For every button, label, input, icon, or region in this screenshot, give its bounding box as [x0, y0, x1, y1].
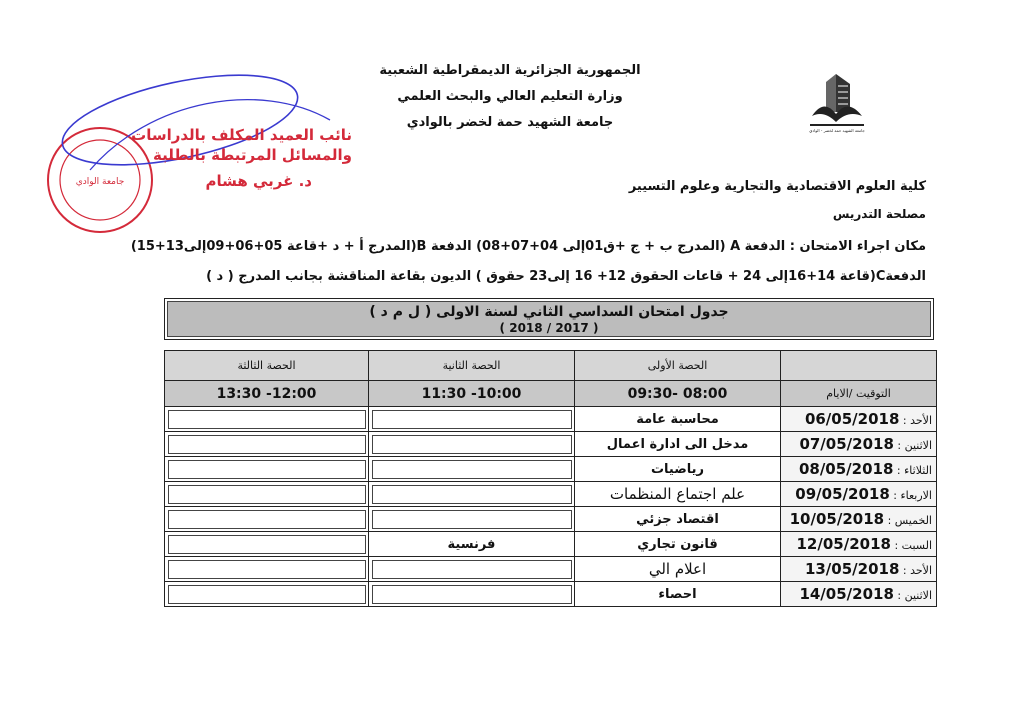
session-3-cell: [165, 457, 369, 482]
university-title: جامعة الشهيد حمة لخضر بالوادي: [406, 115, 614, 130]
svg-text:جامعة الوادي: جامعة الوادي: [75, 177, 125, 187]
table-row: [165, 557, 937, 582]
day-cell: [781, 407, 937, 432]
stamp-line1: نائب العميد المكلف بالدراسات: [131, 126, 352, 144]
exam-location-line2: الدفعةC(قاعة 14+16إلى 24 + قاعات الحقوق 12+ 16 إلى23 حقوق ) الديون بقاعة المناقشة بجانب المدرج ( د ): [206, 269, 926, 284]
day-cell: [781, 532, 937, 557]
session-3-cell: [165, 482, 369, 507]
schedule-title: جدول امتحان السداسي الثاني لسنة الاولى ( ل م د ): [369, 304, 729, 320]
session-1-cell: رياضيات: [575, 457, 781, 482]
time-slot-3: 12:00- 13:30: [165, 381, 369, 407]
day-date: 09/05/2018: [795, 485, 890, 503]
day-cell: [781, 457, 937, 482]
time-header-row: [165, 381, 937, 407]
session-header-2: الحصة الثانية: [369, 351, 575, 381]
session-header-3: الحصة الثالثة: [165, 351, 369, 381]
time-slot-1: 08:00 -09:30: [575, 381, 781, 407]
session-1-cell: محاسبة عامة: [575, 407, 781, 432]
exam-location-line1: مكان اجراء الامتحان : الدفعة A (المدرج ب + ج +ق01إلى 04+07+08) الدفعة B(المدرج أ + د +قاعة 05+06+09إلى13+15): [130, 239, 926, 254]
session-3-cell: [165, 507, 369, 532]
day-name: الخميس :: [887, 514, 932, 527]
session-3-cell: [165, 532, 369, 557]
session-2-cell: [369, 482, 575, 507]
stamp-signer: د. غربي هشام: [205, 172, 312, 190]
session-3-cell: [165, 407, 369, 432]
day-cell: [781, 582, 937, 607]
exam-schedule-table: [164, 350, 937, 607]
day-time-header: التوقيت /الايام: [781, 381, 937, 407]
day-date: 07/05/2018: [799, 435, 894, 453]
session-1-cell: اعلام الي: [575, 557, 781, 582]
schedule-year: ( 2017 / 2018 ): [499, 321, 599, 335]
faculty-name: كلية العلوم الاقتصادية والتجارية وعلوم التسيير: [628, 179, 926, 194]
table-row: [165, 407, 937, 432]
service-name: مصلحة التدريس: [832, 207, 926, 221]
day-date: 13/05/2018: [804, 560, 900, 578]
session-2-cell: [369, 582, 575, 607]
day-date: 06/05/2018: [804, 410, 900, 428]
session-1-cell: اقتصاد جزئي: [575, 507, 781, 532]
table-row: [165, 582, 937, 607]
day-name: السبت :: [894, 539, 932, 552]
session-header-row: [165, 351, 937, 381]
time-slot-2: 10:00- 11:30: [369, 381, 575, 407]
session-3-cell: [165, 432, 369, 457]
day-cell: [781, 507, 937, 532]
session-2-cell: [369, 457, 575, 482]
table-row: [165, 507, 937, 532]
session-1-cell: احصاء: [575, 582, 781, 607]
session-1-cell: مدخل الى ادارة اعمال: [575, 432, 781, 457]
session-2-cell: [369, 507, 575, 532]
day-name: الثلاثاء :: [896, 464, 932, 477]
session-2-cell: [369, 432, 575, 457]
stamp-line2: والمسائل المرتبطة بالطلبة: [153, 146, 352, 164]
table-row: [165, 532, 937, 557]
day-name: الأحد :: [902, 414, 932, 427]
day-date: 10/05/2018: [789, 510, 885, 528]
session-header-1: الحصة الأولى: [575, 351, 781, 381]
svg-text:جامعة الشهيد حمة لخضر - الوادي: جامعة الشهيد حمة لخضر - الوادي: [809, 128, 865, 133]
university-logo: [806, 70, 868, 140]
republic-title: الجمهورية الجزائرية الديمقراطية الشعبية: [379, 63, 641, 78]
day-date: 12/05/2018: [796, 535, 891, 553]
table-row: [165, 457, 937, 482]
university-logo-icon: [806, 70, 868, 140]
ministry-title: وزارة التعليم العالي والبحث العلمي: [397, 89, 623, 104]
day-cell: [781, 432, 937, 457]
session-1-cell: علم اجتماع المنظمات: [575, 482, 781, 507]
session-2-cell: فرنسية: [369, 532, 575, 557]
official-stamp: [30, 60, 360, 250]
session-1-cell: قانون تجاري: [575, 532, 781, 557]
schedule-title-box: [164, 298, 934, 340]
day-date: 08/05/2018: [798, 460, 894, 478]
session-2-cell: [369, 407, 575, 432]
day-name: الاثنين :: [897, 439, 932, 452]
day-cell: [781, 482, 937, 507]
institution-header: [330, 62, 690, 131]
session-3-cell: [165, 557, 369, 582]
day-name: الأحد :: [902, 564, 932, 577]
day-name: الاثنين :: [897, 589, 932, 602]
table-row: [165, 482, 937, 507]
stamp-text: [131, 126, 352, 190]
session-2-cell: [369, 557, 575, 582]
day-name: الاربعاء :: [893, 489, 932, 502]
day-date: 14/05/2018: [799, 585, 894, 603]
day-cell: [781, 557, 937, 582]
session-3-cell: [165, 582, 369, 607]
corner-cell: [781, 351, 937, 381]
table-row: [165, 432, 937, 457]
